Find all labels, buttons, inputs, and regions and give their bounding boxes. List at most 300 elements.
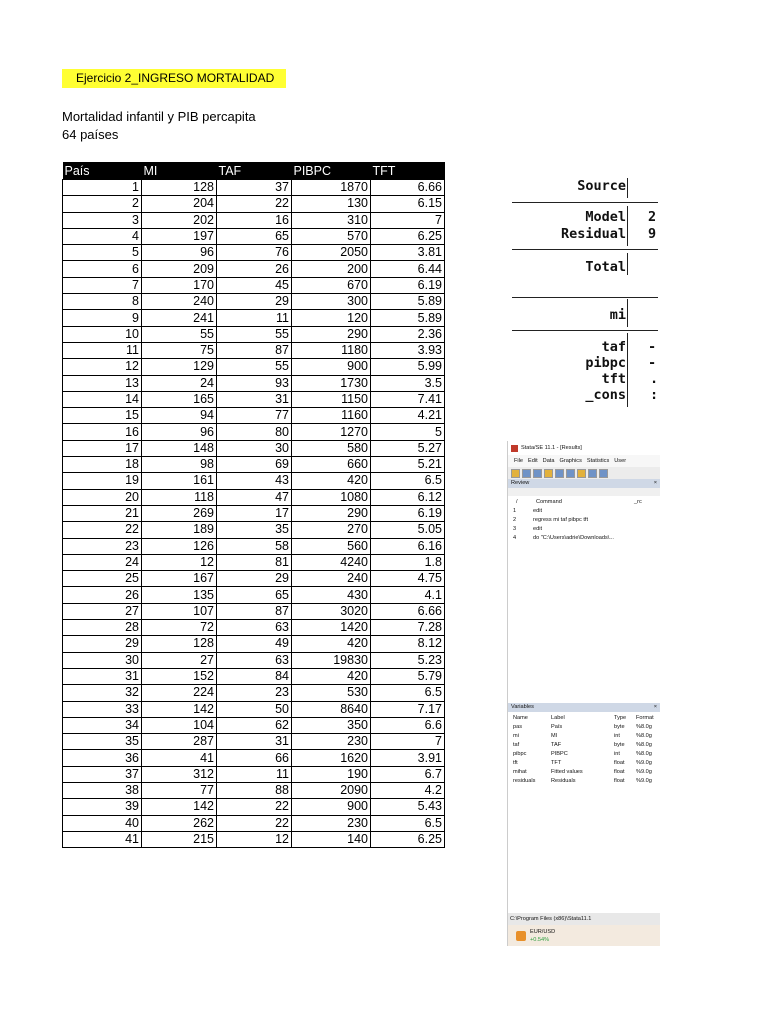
cell-pibpc: 3020 [292, 603, 371, 619]
reg-divider [627, 178, 628, 198]
log-icon[interactable] [544, 469, 553, 478]
cell-taf: 62 [217, 717, 292, 733]
cell-pibpc: 420 [292, 636, 371, 652]
review-row-num: 1 [513, 508, 517, 514]
cell-pibpc: 900 [292, 799, 371, 815]
cell-mi: 118 [142, 489, 217, 505]
cell-taf: 17 [217, 505, 292, 521]
stata-app-icon [511, 445, 518, 452]
menu-file[interactable]: File [514, 458, 524, 464]
cell-mi: 94 [142, 408, 217, 424]
table-row [63, 391, 445, 407]
table-row [63, 294, 445, 310]
cell-tft: 7.41 [371, 391, 445, 407]
menu-graphics[interactable]: Graphics [559, 458, 582, 464]
cell-pais: 28 [63, 620, 142, 636]
cell-pibpc: 570 [292, 228, 371, 244]
table-row [63, 571, 445, 587]
table-row [63, 636, 445, 652]
variable-label: País [551, 724, 563, 730]
data-table [62, 162, 445, 848]
cell-pais: 37 [63, 766, 142, 782]
reg-pibpc-label: pibpc [585, 355, 626, 371]
cell-pais: 21 [63, 505, 142, 521]
header-tft: TFT [371, 162, 445, 180]
cell-mi: 262 [142, 815, 217, 831]
reg-depvar-label: mi [609, 307, 626, 323]
cell-pais: 26 [63, 587, 142, 603]
table-row [63, 489, 445, 505]
cell-mi: 107 [142, 603, 217, 619]
review-pane [508, 496, 660, 641]
vars-name-header: Name [513, 715, 528, 721]
subtitle-countries: 64 países [62, 127, 119, 142]
cell-tft: 5.89 [371, 294, 445, 310]
print-icon[interactable] [533, 469, 542, 478]
cell-tft: 5.89 [371, 310, 445, 326]
variables-pane-header [508, 703, 660, 712]
cell-pais: 25 [63, 571, 142, 587]
cell-pais: 10 [63, 326, 142, 342]
review-row-num: 2 [513, 517, 517, 523]
reg-divider [627, 253, 628, 275]
cell-pibpc: 1160 [292, 408, 371, 424]
cell-taf: 69 [217, 457, 292, 473]
cell-taf: 30 [217, 440, 292, 456]
cell-tft: 6.5 [371, 473, 445, 489]
cell-pibpc: 200 [292, 261, 371, 277]
graph-icon[interactable] [566, 469, 575, 478]
review-header-row [508, 498, 660, 507]
cell-pais: 29 [63, 636, 142, 652]
review-pane-header [508, 479, 660, 488]
cell-taf: 16 [217, 212, 292, 228]
cell-mi: 75 [142, 342, 217, 358]
variable-format: %8.0g [636, 733, 652, 739]
cell-mi: 96 [142, 424, 217, 440]
variable-format: %8.0g [636, 724, 652, 730]
table-row [63, 180, 445, 196]
table-row [63, 375, 445, 391]
table-row [63, 554, 445, 570]
cell-mi: 152 [142, 668, 217, 684]
variable-name: taf [513, 742, 520, 748]
cell-pibpc: 270 [292, 522, 371, 538]
reg-cons-label: _cons [585, 387, 626, 403]
table-row [63, 766, 445, 782]
cell-mi: 148 [142, 440, 217, 456]
cell-mi: 12 [142, 554, 217, 570]
cell-pibpc: 430 [292, 587, 371, 603]
cell-pais: 40 [63, 815, 142, 831]
table-row [63, 310, 445, 326]
cell-taf: 37 [217, 180, 292, 196]
variable-row[interactable] [508, 723, 660, 732]
cell-pibpc: 130 [292, 196, 371, 212]
cell-mi: 98 [142, 457, 217, 473]
variable-type: int [614, 733, 620, 739]
regression-output [512, 173, 658, 413]
variable-name: pibpc [513, 751, 527, 757]
cell-pibpc: 420 [292, 668, 371, 684]
cell-pibpc: 230 [292, 815, 371, 831]
review-row[interactable] [508, 516, 660, 525]
cell-pibpc: 560 [292, 538, 371, 554]
cell-mi: 27 [142, 652, 217, 668]
cell-pais: 14 [63, 391, 142, 407]
reg-cons-value: : [650, 387, 659, 403]
variable-name: tft [513, 760, 518, 766]
table-header-row [63, 162, 445, 180]
cell-taf: 22 [217, 196, 292, 212]
cell-pais: 31 [63, 668, 142, 684]
cell-taf: 65 [217, 587, 292, 603]
cell-mi: 312 [142, 766, 217, 782]
variable-row[interactable] [508, 768, 660, 777]
variable-label: Fitted values [551, 769, 583, 775]
review-row-command: edit [533, 508, 543, 514]
vars-format-header: Format [636, 715, 654, 721]
cell-mi: 204 [142, 196, 217, 212]
cell-pais: 20 [63, 489, 142, 505]
variable-format: %9.0g [636, 760, 652, 766]
cell-mi: 129 [142, 359, 217, 375]
cell-mi: 241 [142, 310, 217, 326]
variable-label: TFT [551, 760, 562, 766]
cell-taf: 58 [217, 538, 292, 554]
variable-name: pas [513, 724, 523, 730]
vars-header-row [508, 714, 660, 723]
cell-tft: 4.21 [371, 408, 445, 424]
stata-window-title: Stata/SE 11.1 - [Results] [521, 445, 582, 451]
cell-pibpc: 530 [292, 685, 371, 701]
cell-pais: 33 [63, 701, 142, 717]
exercise-title: Ejercicio 2_INGRESO MORTALIDAD [62, 69, 286, 88]
open-icon[interactable] [511, 469, 520, 478]
table-row [63, 359, 445, 375]
cell-pibpc: 1080 [292, 489, 371, 505]
cell-pais: 39 [63, 799, 142, 815]
cell-pibpc: 2050 [292, 245, 371, 261]
cell-tft: 3.93 [371, 342, 445, 358]
variable-label: MI [551, 733, 558, 739]
cell-pais: 6 [63, 261, 142, 277]
table-row [63, 424, 445, 440]
cell-tft: 6.5 [371, 685, 445, 701]
menu-user[interactable]: User [614, 458, 627, 464]
menu-statistics[interactable]: Statistics [586, 458, 610, 464]
stata-titlebar [508, 441, 660, 455]
cell-tft: 6.25 [371, 831, 445, 847]
variable-type: float [614, 778, 625, 784]
cell-pais: 32 [63, 685, 142, 701]
reg-rule [512, 297, 658, 298]
cell-pais: 30 [63, 652, 142, 668]
review-row[interactable] [508, 525, 660, 534]
cell-mi: 202 [142, 212, 217, 228]
cell-pais: 1 [63, 180, 142, 196]
table-row [63, 473, 445, 489]
cell-pibpc: 19830 [292, 652, 371, 668]
cell-taf: 65 [217, 228, 292, 244]
menu-edit[interactable]: Edit [528, 458, 538, 464]
cell-pibpc: 2090 [292, 782, 371, 798]
cell-pibpc: 240 [292, 571, 371, 587]
reg-rule [512, 202, 658, 203]
table-row [63, 815, 445, 831]
cell-pais: 17 [63, 440, 142, 456]
cell-pais: 38 [63, 782, 142, 798]
reg-tft-label: tft [601, 371, 626, 387]
cell-mi: 142 [142, 799, 217, 815]
review-row-command: do "C:\Users\adrie\Downloads\... [533, 535, 614, 541]
cell-taf: 80 [217, 424, 292, 440]
cell-pibpc: 8640 [292, 701, 371, 717]
reg-residual-value: 9 [648, 226, 657, 242]
table-row [63, 196, 445, 212]
cell-pais: 27 [63, 603, 142, 619]
reg-rule [512, 330, 658, 331]
reg-residual-label: Residual [560, 226, 626, 242]
cell-pais: 11 [63, 342, 142, 358]
header-taf: TAF [217, 162, 292, 180]
cell-taf: 22 [217, 799, 292, 815]
variable-label: PIBPC [551, 751, 568, 757]
cell-pais: 36 [63, 750, 142, 766]
reg-model-value: 2 [648, 209, 657, 225]
menu-data[interactable]: Data [542, 458, 555, 464]
stata-menubar [508, 455, 660, 467]
cell-taf: 55 [217, 326, 292, 342]
variable-row[interactable] [508, 750, 660, 759]
cell-taf: 84 [217, 668, 292, 684]
cell-pais: 23 [63, 538, 142, 554]
cell-mi: 128 [142, 636, 217, 652]
cell-mi: 96 [142, 245, 217, 261]
cell-pais: 35 [63, 734, 142, 750]
cell-mi: 77 [142, 782, 217, 798]
table-row [63, 750, 445, 766]
cell-mi: 104 [142, 717, 217, 733]
cell-mi: 189 [142, 522, 217, 538]
reg-taf-value: - [648, 339, 657, 355]
cell-tft: 4.75 [371, 571, 445, 587]
cell-tft: 3.81 [371, 245, 445, 261]
ticker-symbol: EUR/USD [530, 929, 556, 935]
table-row [63, 408, 445, 424]
variable-row[interactable] [508, 732, 660, 741]
cell-tft: 6.12 [371, 489, 445, 505]
cell-taf: 45 [217, 277, 292, 293]
review-row-num: 4 [513, 535, 517, 541]
table-row [63, 440, 445, 456]
review-pane-empty [508, 641, 660, 703]
table-row [63, 326, 445, 342]
variable-row[interactable] [508, 759, 660, 768]
table-row [63, 782, 445, 798]
header-pais: País [63, 162, 142, 180]
variable-label: Residuals [551, 778, 576, 784]
cell-tft: 6.25 [371, 228, 445, 244]
reg-taf-label: taf [601, 339, 626, 355]
reg-model-label: Model [585, 209, 626, 225]
cell-pibpc: 1730 [292, 375, 371, 391]
cell-tft: 5.27 [371, 440, 445, 456]
review-row[interactable] [508, 507, 660, 516]
cell-pais: 9 [63, 310, 142, 326]
editor-icon[interactable] [588, 469, 597, 478]
reg-tft-value: . [650, 371, 659, 387]
cell-taf: 22 [217, 815, 292, 831]
cell-pais: 34 [63, 717, 142, 733]
dofile-icon[interactable] [577, 469, 586, 478]
reg-divider [627, 333, 628, 407]
stata-toolbar [508, 467, 660, 479]
cell-tft: 5.05 [371, 522, 445, 538]
cell-mi: 269 [142, 505, 217, 521]
cell-tft: 6.44 [371, 261, 445, 277]
variable-name: mihat [513, 769, 527, 775]
cell-mi: 197 [142, 228, 217, 244]
table-row [63, 522, 445, 538]
cell-tft: 6.66 [371, 180, 445, 196]
reg-source-label: Source [577, 178, 626, 194]
table-row [63, 734, 445, 750]
cell-taf: 29 [217, 294, 292, 310]
variable-type: float [614, 760, 625, 766]
cell-pibpc: 1180 [292, 342, 371, 358]
cell-tft: 7 [371, 212, 445, 228]
table-row [63, 652, 445, 668]
cell-taf: 63 [217, 620, 292, 636]
browser-icon[interactable] [599, 469, 608, 478]
close-icon[interactable]: × [653, 480, 657, 486]
cell-taf: 12 [217, 831, 292, 847]
reg-divider [627, 299, 628, 327]
cell-pibpc: 1150 [292, 391, 371, 407]
variable-row[interactable] [508, 777, 660, 786]
table-row [63, 457, 445, 473]
variable-format: %9.0g [636, 769, 652, 775]
cell-mi: 209 [142, 261, 217, 277]
cell-mi: 72 [142, 620, 217, 636]
review-num-header: / [516, 499, 518, 505]
variable-type: byte [614, 742, 625, 748]
cell-pais: 2 [63, 196, 142, 212]
table-row [63, 831, 445, 847]
variables-title: Variables [511, 704, 534, 710]
variable-format: %8.0g [636, 751, 652, 757]
cell-tft: 6.66 [371, 603, 445, 619]
cell-pais: 41 [63, 831, 142, 847]
table-row [63, 261, 445, 277]
review-command-header: Command [536, 499, 562, 505]
variable-row[interactable] [508, 741, 660, 750]
cell-taf: 29 [217, 571, 292, 587]
table-row [63, 603, 445, 619]
review-row[interactable] [508, 534, 660, 543]
cell-taf: 11 [217, 310, 292, 326]
cell-mi: 165 [142, 391, 217, 407]
cell-pibpc: 670 [292, 277, 371, 293]
cell-pais: 13 [63, 375, 142, 391]
cell-pibpc: 900 [292, 359, 371, 375]
cell-pibpc: 290 [292, 326, 371, 342]
cell-tft: 4.1 [371, 587, 445, 603]
cell-taf: 49 [217, 636, 292, 652]
header-pibpc: PIBPC [292, 162, 371, 180]
cell-taf: 35 [217, 522, 292, 538]
table-row [63, 587, 445, 603]
cell-taf: 50 [217, 701, 292, 717]
cell-pibpc: 140 [292, 831, 371, 847]
cell-mi: 161 [142, 473, 217, 489]
cell-mi: 170 [142, 277, 217, 293]
cell-pibpc: 120 [292, 310, 371, 326]
cell-taf: 76 [217, 245, 292, 261]
cell-pais: 3 [63, 212, 142, 228]
status-bar: C:\Program Files (x86)\Stata11.1 [508, 913, 660, 925]
cell-tft: 6.19 [371, 277, 445, 293]
cell-tft: 6.7 [371, 766, 445, 782]
cell-tft: 5.21 [371, 457, 445, 473]
cell-pibpc: 1270 [292, 424, 371, 440]
cell-tft: 5.43 [371, 799, 445, 815]
save-icon[interactable] [522, 469, 531, 478]
cell-tft: 1.8 [371, 554, 445, 570]
cell-taf: 87 [217, 603, 292, 619]
currency-icon [516, 931, 526, 941]
cell-pais: 5 [63, 245, 142, 261]
review-row-num: 3 [513, 526, 517, 532]
cell-mi: 41 [142, 750, 217, 766]
cell-pais: 15 [63, 408, 142, 424]
cell-taf: 26 [217, 261, 292, 277]
cell-pais: 22 [63, 522, 142, 538]
table-row [63, 685, 445, 701]
cell-mi: 240 [142, 294, 217, 310]
cell-tft: 5 [371, 424, 445, 440]
cell-taf: 31 [217, 391, 292, 407]
vars-label-header: Label [551, 715, 565, 721]
table-row [63, 212, 445, 228]
stata-window [507, 441, 660, 946]
cell-mi: 142 [142, 701, 217, 717]
subtitle-mortality: Mortalidad infantil y PIB percapita [62, 109, 256, 124]
reg-rule [512, 249, 658, 250]
viewer-icon[interactable] [555, 469, 564, 478]
cell-pibpc: 580 [292, 440, 371, 456]
header-mi: MI [142, 162, 217, 180]
reg-total-label: Total [585, 259, 626, 275]
reg-pibpc-value: - [648, 355, 657, 371]
cell-pibpc: 190 [292, 766, 371, 782]
cell-pibpc: 1620 [292, 750, 371, 766]
cell-pibpc: 4240 [292, 554, 371, 570]
cell-taf: 47 [217, 489, 292, 505]
cell-pais: 16 [63, 424, 142, 440]
review-row-command: regress mi taf pibpc tft [533, 517, 589, 523]
close-icon[interactable]: × [653, 704, 657, 710]
cell-pibpc: 350 [292, 717, 371, 733]
cell-pibpc: 660 [292, 457, 371, 473]
table-row [63, 701, 445, 717]
cell-tft: 6.16 [371, 538, 445, 554]
cell-pais: 24 [63, 554, 142, 570]
variable-format: %9.0g [636, 778, 652, 784]
table-row [63, 245, 445, 261]
review-rc-header: _rc [634, 499, 642, 505]
